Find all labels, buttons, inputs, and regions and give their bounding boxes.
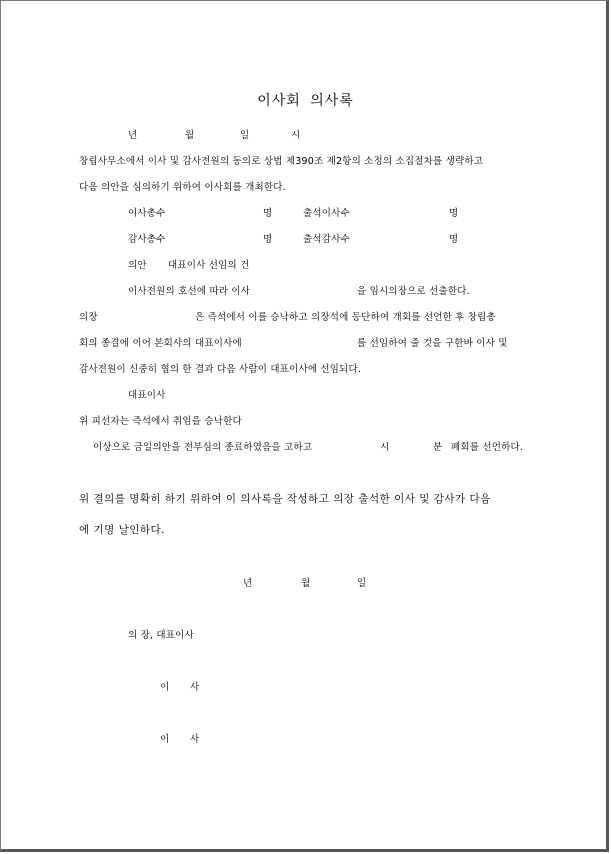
para1-line1: 창립사무소에서 이사 및 감사전원의 동의로 상법 제390조 제2항의 소정의 소집절차를 생략하고 bbox=[79, 156, 484, 167]
body-line2: 회의 종결에 이어 본회사의 대표이사에 bbox=[79, 338, 242, 349]
body-line2-suffix: 를 선임하여 줄 것을 구한바 이사 및 bbox=[357, 338, 508, 349]
date-hour-label: 시 bbox=[291, 130, 301, 141]
body-line3: 감사전원이 신중히 협의 한 결과 다음 사람이 대표이사에 선임되다. bbox=[79, 364, 362, 375]
sign-director2-char2: 사 bbox=[190, 734, 200, 745]
resolution-line2: 에 기명 날인하다. bbox=[79, 524, 166, 536]
close-line: 이상으로 금일의안을 전부심의 종료하였음을 고하고 bbox=[93, 442, 313, 453]
sign-chair-label: 의 장, 대표이사 bbox=[128, 630, 194, 641]
directors-total-unit: 명 bbox=[263, 208, 273, 219]
close-minute-label: 분 bbox=[433, 442, 443, 453]
para1-line2: 다음 의안을 심의하기 위하여 이사회를 개최한다. bbox=[79, 182, 286, 193]
sign-director1-char1: 이 bbox=[160, 682, 170, 693]
chair-label: 의장 bbox=[79, 312, 98, 323]
directors-present-label: 출석이사수 bbox=[303, 208, 350, 219]
sign-date-month: 월 bbox=[301, 578, 311, 589]
sign-date-year: 년 bbox=[243, 578, 253, 589]
directors-total-label: 이사총수 bbox=[128, 208, 166, 219]
sign-director2-char1: 이 bbox=[160, 734, 170, 745]
auditors-present-label: 출석감사수 bbox=[303, 234, 350, 245]
date-month-label: 월 bbox=[185, 130, 195, 141]
sign-director1-char2: 사 bbox=[190, 682, 200, 693]
body-line1: 은 즉석에서 이를 승낙하고 의장석에 등단하여 개회를 선언한 후 창립총 bbox=[195, 312, 496, 323]
date-year-label: 년 bbox=[128, 130, 138, 141]
agenda-text: 대표이사 선임의 건 bbox=[168, 260, 250, 271]
document-title: 이사회 의사록 bbox=[257, 93, 354, 109]
directors-present-unit: 명 bbox=[449, 208, 459, 219]
chair-election-text: 이사전원의 호선에 따라 이사 bbox=[128, 286, 251, 297]
sign-date-day: 일 bbox=[357, 578, 367, 589]
auditors-total-label: 감사총수 bbox=[128, 234, 166, 245]
resolution-line1: 위 결의를 명확히 하기 위하여 이 의사록을 작성하고 의장 출석한 이사 및 감사가 다음 bbox=[79, 493, 491, 505]
rep-director-label: 대표이사 bbox=[128, 390, 166, 401]
agenda-label: 의안 bbox=[128, 260, 147, 271]
auditors-present-unit: 명 bbox=[449, 234, 459, 245]
auditors-total-unit: 명 bbox=[263, 234, 273, 245]
accept-line: 위 피선자는 즉석에서 취임을 승낙한다 bbox=[79, 416, 242, 427]
close-hour-label: 시 bbox=[380, 442, 390, 453]
date-day-label: 일 bbox=[240, 130, 250, 141]
chair-election-suffix: 을 임시의장으로 선출한다. bbox=[357, 286, 470, 297]
close-line-suffix: 폐회를 선언하다. bbox=[451, 442, 524, 453]
